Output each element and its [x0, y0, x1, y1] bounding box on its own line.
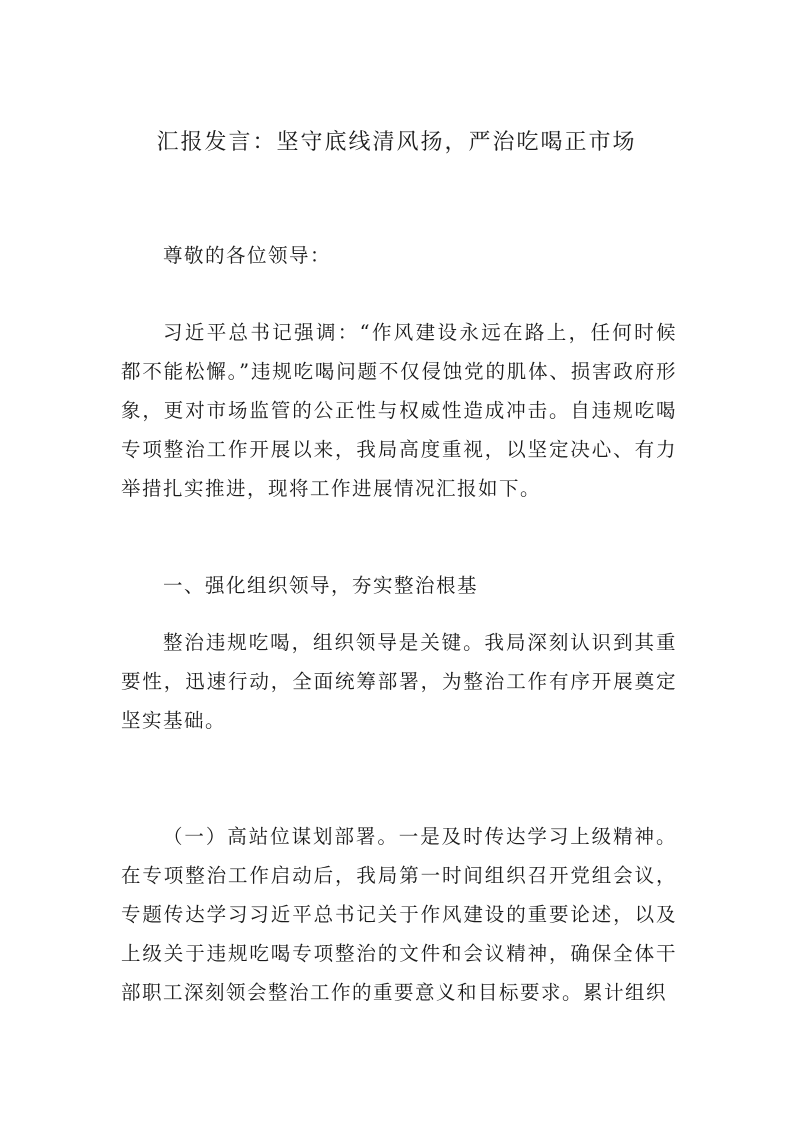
section-heading-1: 一、强化组织领导，夯实整治根基 [163, 574, 479, 597]
section-1-paragraph: 整治违规吃喝，组织领导是关键。我局深刻认识到其重要性，迅速行动，全面统筹部署，为整治工作有序开展奠定坚实基础。 [121, 631, 677, 732]
document-title: 汇报发言：坚守底线清风扬，严治吃喝正市场 [156, 130, 637, 155]
subsection-1-paragraph: （一）高站位谋划部署。一是及时传达学习上级精神。在专项整治工作启动后，我局第一时间组织召开党组会议，专题传达学习习近平总书记关于作风建设的重要论述，以及上级关于违规吃喝专项整治的文件和会议精神，确保全体干部职工深刻领会整治工作的重要意义和目标要求。累计组织 [121, 825, 677, 1004]
intro-paragraph: 习近平总书记强调：“作风建设永远在路上，任何时候都不能松懈。”违规吃喝问题不仅侵蚀党的肌体、损害政府形象，更对市场监管的公正性与权威性造成冲击。自违规吃喝专项整治工作开展以来，我局高度重视，以坚定决心、有力举措扎实推进，现将工作进展情况汇报如下。 [121, 321, 677, 500]
salutation: 尊敬的各位领导： [163, 244, 332, 267]
